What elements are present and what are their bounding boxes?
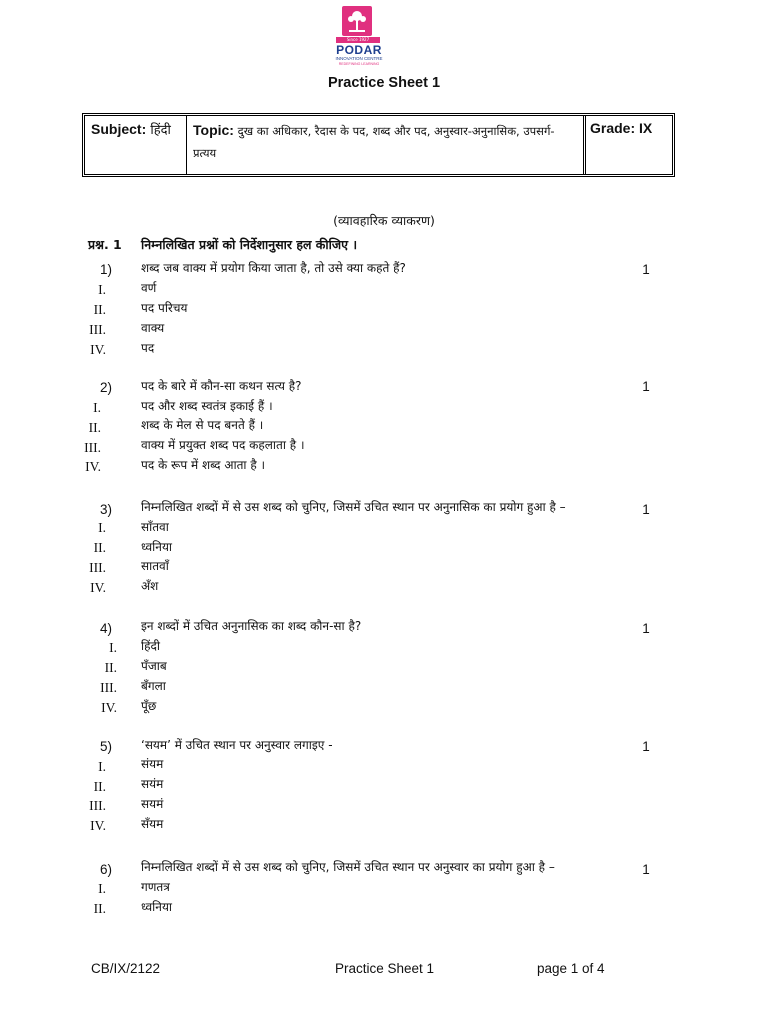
question-marks: 1	[642, 862, 650, 877]
header-table	[82, 113, 675, 177]
option-numeral: IV.	[101, 700, 117, 715]
prashna-number: प्रश्न. 1	[88, 237, 122, 252]
option-numeral: IV.	[90, 580, 106, 595]
question-marks: 1	[642, 379, 650, 394]
section-heading: (व्यावहारिक व्याकरण)	[333, 213, 435, 228]
podar-logo	[326, 6, 392, 64]
option-numeral: II.	[88, 420, 101, 435]
option-numeral: III.	[84, 440, 101, 455]
grade-cell	[586, 116, 672, 174]
logo-subtitle: INNOVATION CENTRE	[335, 56, 383, 61]
option-numeral: II.	[93, 302, 106, 317]
page-title: Practice Sheet 1	[327, 75, 441, 91]
option-numeral: IV.	[90, 818, 106, 833]
question-number: 6)	[99, 862, 112, 877]
question-marks: 1	[642, 621, 650, 636]
option-text: ध्वनिया	[141, 540, 173, 554]
option-numeral: IV.	[85, 459, 101, 474]
question-marks: 1	[642, 739, 650, 754]
prashna-heading	[0, 236, 768, 254]
topic-label: Topic:	[193, 122, 234, 138]
option-text: वाक्य में प्रयुक्त शब्द पद कहलाता है ।	[141, 438, 305, 452]
option-text: अँश	[141, 579, 159, 593]
logo-tagline: REDEFINING LEARNING	[338, 62, 380, 66]
question-text: निम्नलिखित शब्दों में से उस शब्द को चुनिए, जिसमें उचित स्थान पर अनुनासिक का प्रयोग हुआ है –	[141, 500, 566, 514]
option-text: हिंदी	[141, 639, 160, 653]
footer-title: Practice Sheet 1	[335, 961, 435, 976]
option-text: पद के रूप में शब्द आता है ।	[141, 458, 266, 472]
topic-value: दुख का अधिकार, रैदास के पद, शब्द और पद, अनुस्वार-अनुनासिक, उपसर्ग-प्रत्यय	[193, 124, 555, 160]
option-text: पद	[141, 341, 155, 355]
logo-since: Since 1927	[336, 37, 380, 43]
option-numeral: II.	[93, 901, 106, 916]
subject-value: हिंदी	[150, 123, 171, 138]
option-text: पँजाब	[141, 659, 167, 673]
question-text: इन शब्दों में उचित अनुनासिक का शब्द कौन-सा है?	[141, 619, 362, 633]
option-text: बँगला	[141, 679, 166, 693]
option-text: गणतत्र	[141, 880, 170, 894]
option-numeral: I.	[93, 400, 101, 415]
option-numeral: III.	[89, 322, 106, 337]
option-text: साँतवा	[141, 520, 169, 534]
question-number: 3)	[99, 502, 112, 517]
question-marks: 1	[642, 502, 650, 517]
option-text: पद परिचय	[141, 301, 188, 315]
question-number: 1)	[99, 262, 112, 277]
subject-label: Subject:	[91, 121, 147, 137]
option-numeral: III.	[100, 680, 117, 695]
option-numeral: I.	[98, 282, 106, 297]
option-text: संयम	[141, 757, 164, 771]
option-numeral: I.	[109, 640, 117, 655]
question-text: निम्नलिखित शब्दों में से उस शब्द को चुनिए, जिसमें उचित स्थान पर अनुस्वार का प्रयोग हुआ है –	[141, 860, 555, 874]
grade-label: Grade: IX	[590, 120, 653, 136]
topic-cell	[187, 116, 586, 174]
option-text: पूँछ	[141, 699, 157, 713]
question-number: 5)	[99, 739, 112, 754]
question-number: 4)	[99, 621, 112, 636]
question-text: ‘सयम’ में उचित स्थान पर अनुस्वार लगाइए -	[141, 738, 333, 752]
option-text: पद और शब्द स्वतंत्र इकाई हैं ।	[141, 399, 273, 413]
question-marks: 1	[642, 262, 650, 277]
question-text: शब्द जब वाक्य में प्रयोग किया जाता है, तो उसे क्या कहते हैं?	[141, 261, 406, 275]
option-numeral: II.	[104, 660, 117, 675]
option-text: वर्ण	[141, 281, 157, 295]
option-text: सयमं	[141, 797, 164, 811]
subject-cell	[85, 116, 187, 174]
footer-code: CB/IX/2122	[91, 961, 161, 976]
option-numeral: IV.	[90, 342, 106, 357]
option-numeral: II.	[93, 779, 106, 794]
option-text: शब्द के मेल से पद बनते हैं ।	[141, 418, 264, 432]
option-numeral: III.	[89, 560, 106, 575]
option-text: सँयम	[141, 817, 164, 831]
option-text: वाक्य	[141, 321, 165, 335]
option-text: ध्वनिया	[141, 900, 173, 914]
question-text: पद के बारे में कौन-सा कथन सत्य है?	[141, 379, 302, 393]
option-numeral: II.	[93, 540, 106, 555]
option-text: सयंम	[141, 777, 164, 791]
option-numeral: I.	[98, 759, 106, 774]
option-numeral: I.	[98, 520, 106, 535]
option-numeral: I.	[98, 881, 106, 896]
option-numeral: III.	[89, 798, 106, 813]
footer-page-number: page 1 of 4	[537, 961, 605, 976]
logo-tree-icon	[342, 6, 372, 36]
logo-name: PODAR	[336, 43, 382, 57]
question-number: 2)	[99, 380, 112, 395]
option-text: सातवाँ	[141, 559, 169, 573]
prashna-text: निम्नलिखित प्रश्नों को निर्देशानुसार हल कीजिए ।	[141, 237, 358, 252]
